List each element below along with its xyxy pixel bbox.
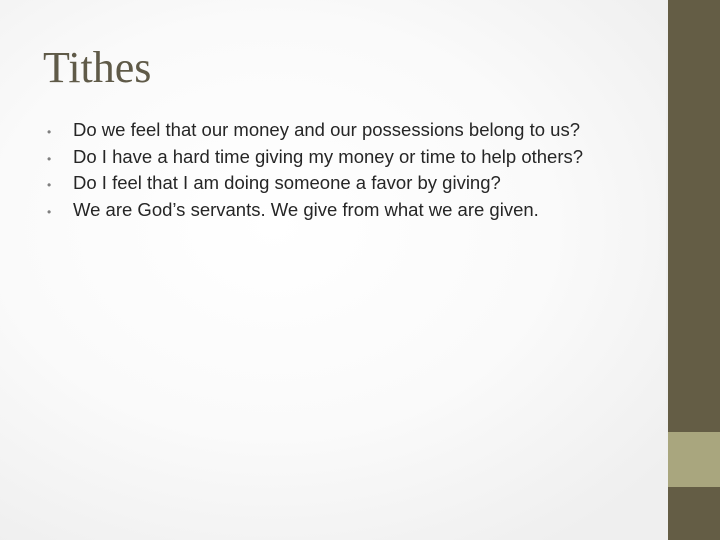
bullet-text: Do we feel that our money and our possessions belong to us? — [73, 119, 581, 140]
bullet-item — [47, 146, 583, 173]
slide-title: Tithes — [43, 43, 152, 92]
bullet-text: Do I have a hard time giving my money or time to help others? — [73, 145, 584, 167]
bullet-item — [47, 119, 583, 146]
bullet-text: Do I feel that I am doing someone a favor by giving? — [73, 172, 501, 193]
bullet-item — [47, 172, 583, 199]
bullet-list — [47, 119, 583, 225]
bullet-text: We are God’s servants. We give from what we are given. — [73, 198, 539, 220]
bullet-icon: • — [47, 204, 52, 219]
bullet-icon: • — [47, 178, 52, 192]
bullet-item — [47, 199, 583, 226]
bullet-icon: • — [47, 151, 52, 166]
bullet-icon: • — [47, 125, 52, 139]
sidebar-accent-block — [668, 432, 720, 487]
